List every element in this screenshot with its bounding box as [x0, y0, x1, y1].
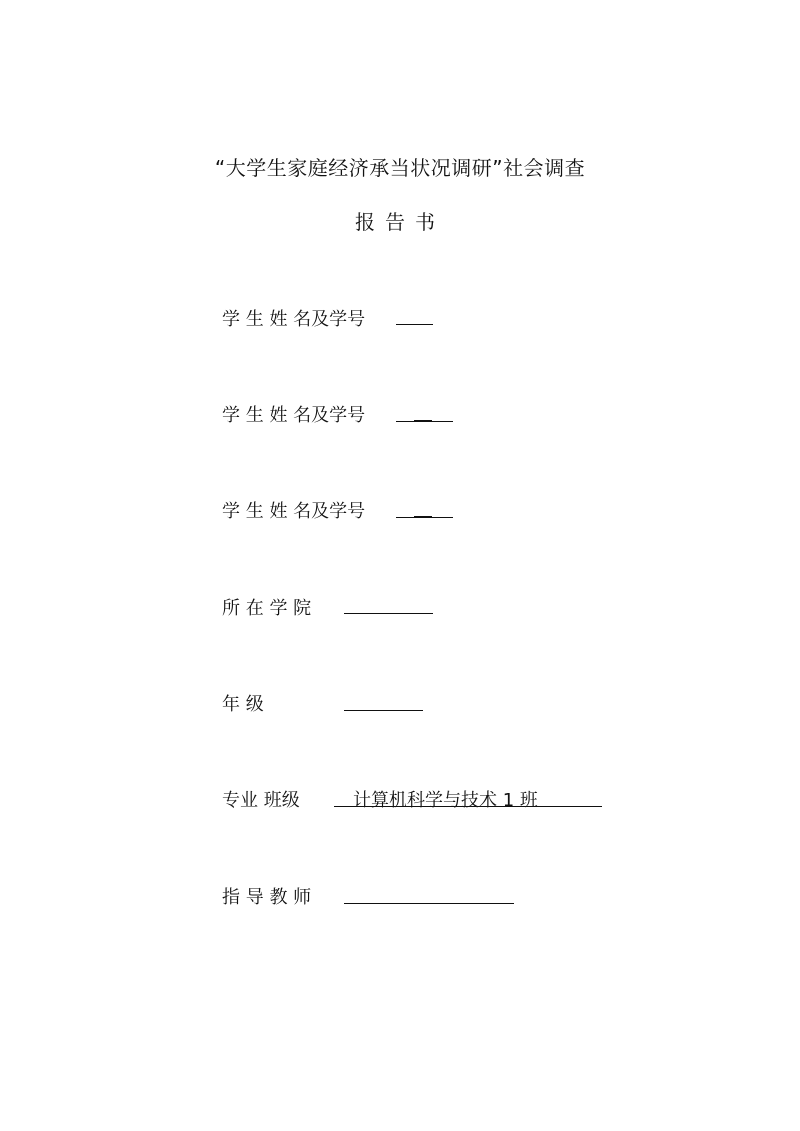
student-2-underline-segment	[414, 420, 432, 421]
major-field	[222, 786, 538, 812]
student-2-field	[222, 401, 365, 427]
student-2-underline[interactable]	[396, 421, 453, 422]
report-subtitle: 报告书	[355, 210, 445, 234]
student-3-underline[interactable]	[396, 517, 453, 518]
grade-label: 年 级	[222, 694, 264, 715]
student-3-field	[222, 497, 365, 523]
major-underline[interactable]	[334, 806, 602, 807]
student-1-label: 学 生 姓 名及学号	[222, 309, 366, 330]
college-underline[interactable]	[344, 613, 433, 614]
advisor-label: 指 导 教 师	[222, 887, 312, 908]
student-3-underline-segment	[414, 516, 432, 517]
college-label: 所 在 学 院	[222, 598, 312, 619]
college-field	[222, 594, 311, 620]
student-1-field	[222, 305, 365, 331]
grade-underline[interactable]	[344, 710, 423, 711]
report-title: “大学生家庭经济承当状况调研”社会调查	[214, 156, 586, 180]
major-value: 计算机科学与技术 1 班	[353, 790, 538, 811]
advisor-underline[interactable]	[344, 903, 514, 904]
grade-field	[222, 690, 264, 716]
student-1-underline[interactable]	[396, 324, 433, 325]
advisor-field	[222, 883, 311, 909]
major-label: 专业 班级	[222, 790, 300, 811]
student-2-label: 学 生 姓 名及学号	[222, 405, 366, 426]
student-3-label: 学 生 姓 名及学号	[222, 501, 366, 522]
